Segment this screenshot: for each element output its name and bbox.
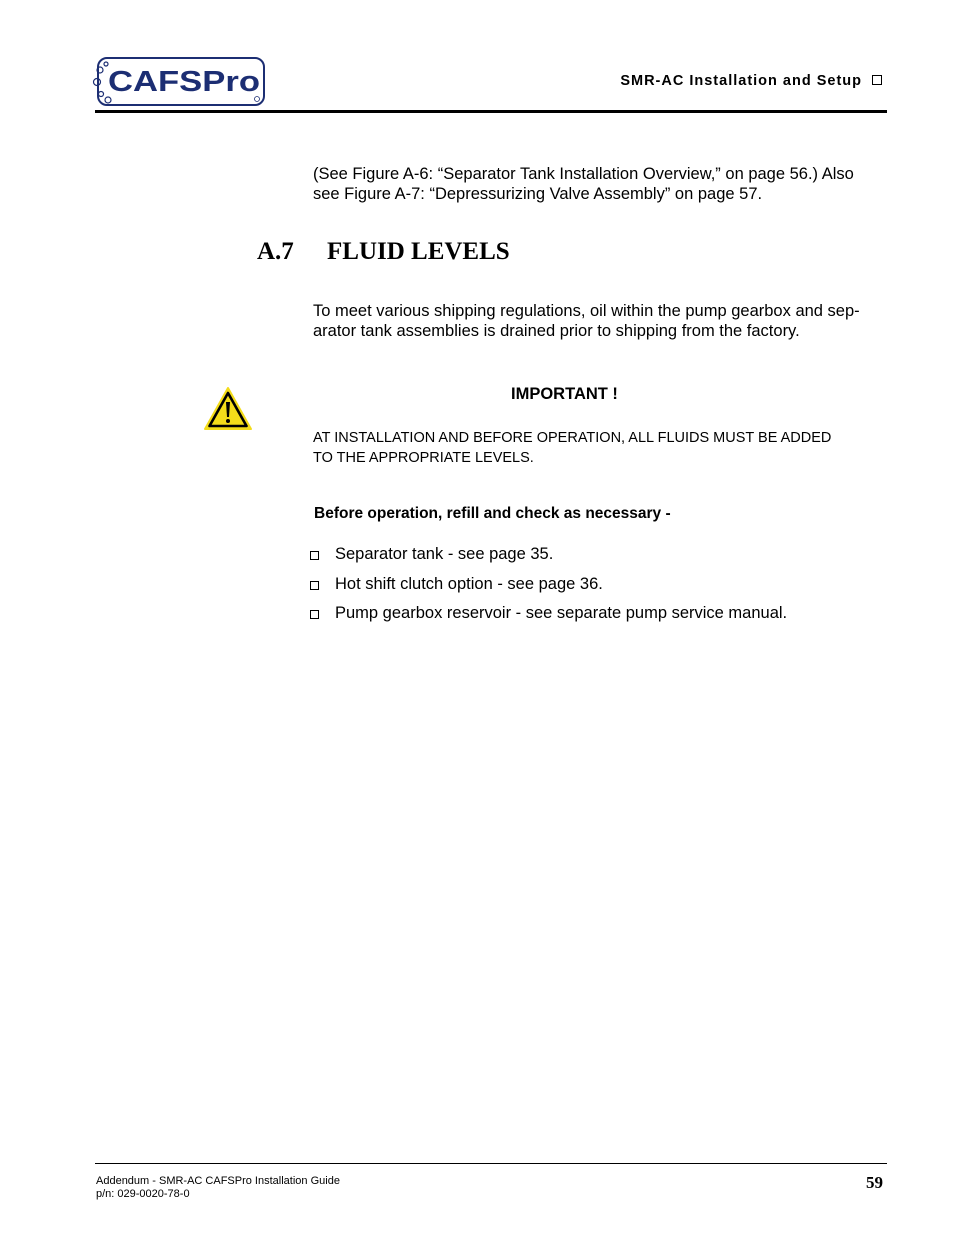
running-header-title: SMR-AC Installation and Setup	[620, 73, 862, 89]
checkbox-square-icon	[310, 610, 319, 619]
list-item-text: Separator tank - see page 35.	[335, 545, 554, 563]
list-item	[308, 544, 787, 574]
section-heading	[257, 238, 510, 266]
list-item-text: Pump gearbox reservoir - see separate pump service manual.	[335, 604, 788, 622]
important-title: IMPORTANT !	[511, 385, 618, 403]
section-title: FLUID LEVELS	[327, 238, 510, 265]
checkbox-square-icon	[310, 581, 319, 590]
important-line-1: AT INSTALLATION AND BEFORE OPERATION, ALL FLUIDS MUST BE ADDED	[313, 430, 832, 446]
shipping-line-1: To meet various shipping regulations, oil within the pump gearbox and sep-	[313, 302, 860, 320]
checkbox-square-icon	[872, 75, 882, 85]
header-rule	[95, 110, 887, 113]
intro-line-1: (See Figure A-6: “Separator Tank Installation Overview,” on page 56.) Also	[313, 165, 854, 183]
page-number: 59	[866, 1173, 883, 1192]
intro-paragraph	[313, 164, 885, 204]
footer-rule	[95, 1163, 887, 1164]
checklist	[308, 544, 787, 633]
list-item	[308, 603, 787, 633]
important-body	[313, 429, 885, 468]
section-number: A.7	[257, 238, 294, 265]
running-header	[620, 73, 882, 89]
checkbox-square-icon	[310, 551, 319, 560]
important-line-2: TO THE APPROPRIATE LEVELS.	[313, 449, 534, 466]
list-item-text: Hot shift clutch option - see page 36.	[335, 574, 603, 593]
warning-triangle-icon	[203, 386, 253, 431]
list-item	[308, 574, 787, 604]
footer-part-number: p/n: 029-0020-78-0	[96, 1188, 190, 1200]
svg-text:CAFSPro: CAFSPro	[108, 66, 260, 98]
shipping-paragraph	[313, 301, 885, 341]
checklist-label: Before operation, refill and check as necessary -	[314, 505, 671, 522]
intro-line-2: see Figure A-7: “Depressurizing Valve Assembly” on page 57.	[313, 185, 763, 203]
shipping-line-2: arator tank assemblies is drained prior to shipping from the factory.	[313, 322, 800, 340]
cafspro-logo	[92, 56, 266, 108]
footer-doc-title: Addendum - SMR-AC CAFSPro Installation Guide	[96, 1175, 340, 1187]
footer-info	[96, 1175, 340, 1201]
